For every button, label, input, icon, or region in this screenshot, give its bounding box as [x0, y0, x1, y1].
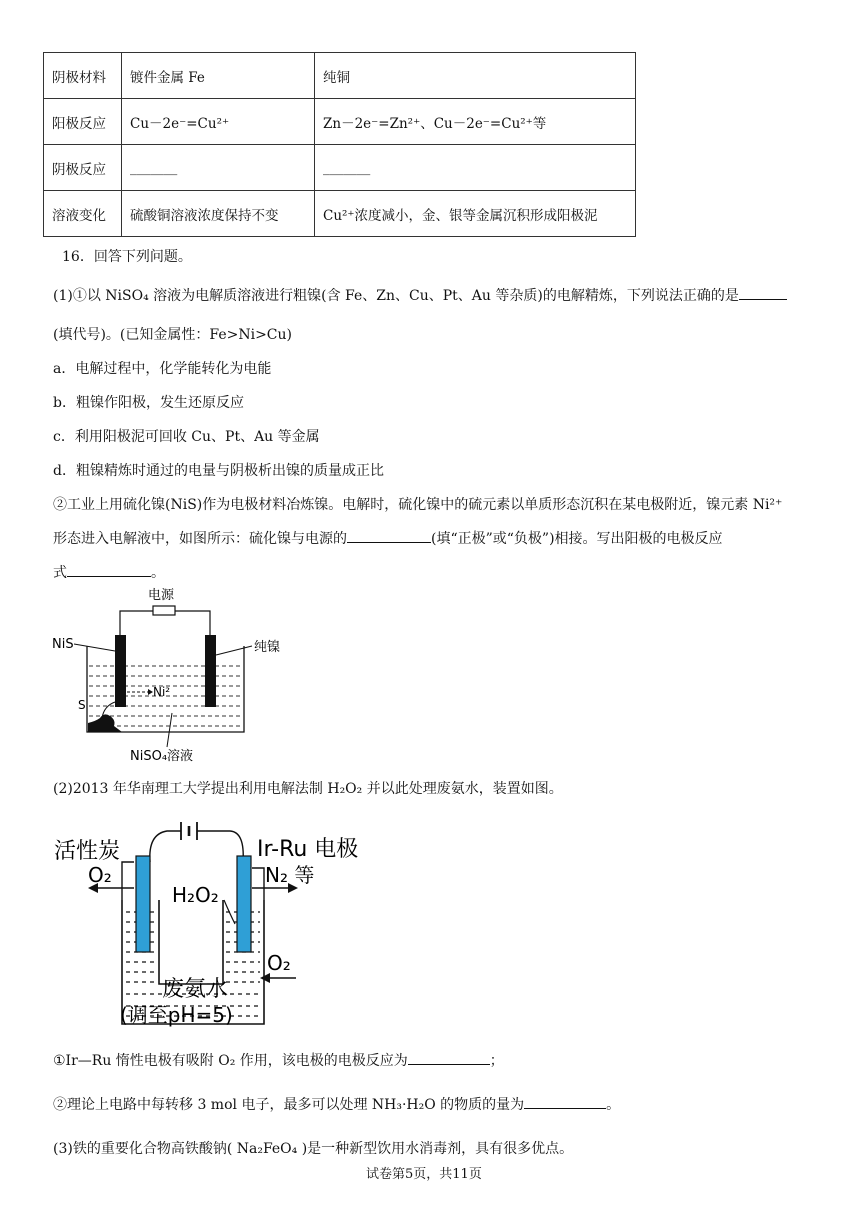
option-d: d．粗镍精炼时通过的电量与阴极析出镍的质量成正比: [53, 463, 384, 479]
question-part5: [53, 1094, 620, 1114]
table-cell: 纯铜: [315, 53, 636, 99]
electrolysis-figure-nis: [52, 582, 302, 768]
table-cell: Cu²⁺浓度减小，金、银等金属沉积形成阳极泥: [315, 191, 636, 237]
ph-label: (调至pH=5): [120, 1003, 233, 1027]
answer-blank[interactable]: [347, 530, 431, 543]
table-row: [44, 145, 636, 191]
solution-label: NiSO₄溶液: [130, 749, 194, 764]
question-text: (填代号)。(已知金属性：Fe>Ni>Cu): [53, 327, 292, 343]
table-cell: Cu－2e⁻=Cu²⁺: [122, 99, 315, 145]
question-part2-end: [53, 562, 165, 582]
question-part3: (2)2013 年华南理工大学提出利用电解法制 H₂O₂ 并以此处理废氨水，装置如图。: [53, 781, 563, 797]
waste-label: 废氨水: [162, 977, 229, 1002]
carbon-label: 活性炭: [54, 839, 121, 864]
comparison-table: [43, 52, 636, 237]
n2-label: N₂ 等: [265, 863, 315, 887]
table-row: [44, 191, 636, 237]
table-row: [44, 53, 636, 99]
question-part4: [53, 1050, 504, 1070]
option-a: a．电解过程中，化学能转化为电能: [53, 361, 272, 377]
question-text: (填“正极”或“负极”)相接。写出阳极的电极反应: [431, 531, 723, 547]
pure-nickel-electrode: [205, 635, 216, 707]
carbon-electrode: [136, 856, 150, 952]
question-text: 形态进入电解液中，如图所示：硫化镍与电源的: [53, 531, 347, 547]
answer-blank[interactable]: _______: [122, 145, 315, 191]
option-c: c．利用阳极泥可回收 Cu、Pt、Au 等金属: [53, 429, 320, 445]
question-text: ；: [489, 1053, 504, 1069]
answer-blank[interactable]: _______: [315, 145, 636, 191]
answer-blank[interactable]: [67, 564, 151, 577]
question-text: 。: [606, 1097, 621, 1113]
h2o2-label: H₂O₂: [172, 883, 219, 907]
sulfur-sediment: [88, 714, 122, 732]
ni-ion-label: Ni²: [153, 685, 171, 699]
answer-blank[interactable]: [739, 287, 787, 300]
o2-right-label: O₂: [267, 951, 291, 975]
question-text: (1)①以 NiSO₄ 溶液为电解质溶液进行粗镍(含 Fe、Zn、Cu、Pt、Au 等杂质)的电解精炼，下列说法正确的是: [53, 288, 739, 304]
pure-nickel-label: 纯镍: [254, 640, 281, 655]
nis-label: NiS: [52, 637, 74, 652]
table-cell: Zn－2e⁻=Zn²⁺、Cu－2e⁻=Cu²⁺等: [315, 99, 636, 145]
sulfur-label: S: [78, 698, 86, 712]
answer-blank[interactable]: [524, 1096, 606, 1109]
ir-ru-electrode: [237, 856, 251, 952]
table-cell: 阳极反应: [44, 99, 122, 145]
option-b: b．粗镍作阳极，发生还原反应: [53, 395, 244, 411]
question-text: ①Ir—Ru 惰性电极有吸附 O₂ 作用，该电极的电极反应为: [53, 1053, 408, 1069]
table-row: [44, 99, 636, 145]
table-cell: 镀件金属 Fe: [122, 53, 315, 99]
electrolysis-figure-h2o2: [52, 816, 382, 1038]
question-title: 16．回答下列问题。: [62, 249, 192, 265]
power-source-icon: [153, 606, 175, 615]
power-label: 电源: [148, 588, 175, 603]
question-part6: (3)铁的重要化合物高铁酸钠( Na₂FeO₄ )是一种新型饮用水消毒剂，具有很多优点。: [53, 1141, 574, 1157]
table-cell: 硫酸铜溶液浓度保持不变: [122, 191, 315, 237]
answer-blank[interactable]: [408, 1052, 490, 1065]
question-text: ②理论上电路中每转移 3 mol 电子，最多可以处理 NH₃·H₂O 的物质的量为: [53, 1097, 525, 1113]
o2-left-label: O₂: [88, 863, 112, 887]
nis-electrode: [115, 635, 126, 707]
question-text: 式: [53, 565, 67, 581]
question-part1: [53, 285, 787, 305]
question-part2: [53, 528, 723, 548]
table-cell: 阴极材料: [44, 53, 122, 99]
table-cell: 阴极反应: [44, 145, 122, 191]
question-text: 。: [151, 565, 165, 581]
table-cell: 溶液变化: [44, 191, 122, 237]
electrode-label: Ir-Ru 电极: [257, 837, 359, 862]
page-footer: 试卷第5页，共11页: [366, 1167, 482, 1182]
question-text: ②工业上用硫化镍(NiS)作为电极材料冶炼镍。电解时，硫化镍中的硫元素以单质形态沉积在某电极附近，镍元素 Ni²⁺: [53, 497, 783, 513]
